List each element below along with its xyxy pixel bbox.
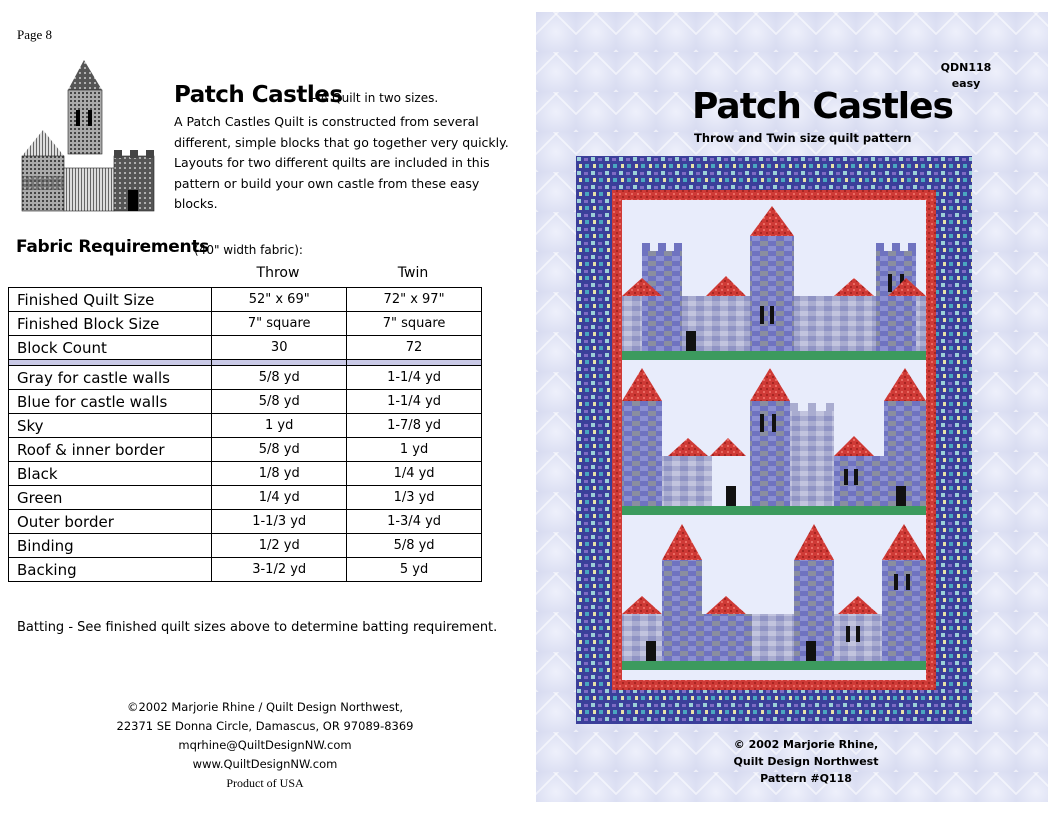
throw-amount-cell: 1 yd bbox=[212, 414, 347, 438]
table-row bbox=[9, 510, 482, 534]
cover-copyright: © 2002 Marjorie Rhine, bbox=[733, 738, 879, 751]
twin-amount-cell: 1 yd bbox=[347, 438, 482, 462]
intro-description: A Patch Castles Quilt is constructed from several different, simple blocks that go together very quickly. Layouts for two different quilts are included in this pattern or build your own castle from these easy blocks. bbox=[174, 114, 509, 211]
table-row bbox=[9, 366, 482, 390]
throw-amount-cell: 1-1/3 yd bbox=[212, 510, 347, 534]
table-row bbox=[9, 558, 482, 582]
fabric-name-cell: Binding bbox=[9, 534, 212, 558]
fabric-name-cell: Finished Block Size bbox=[9, 312, 212, 336]
fabric-requirements-table bbox=[8, 287, 482, 582]
table-row bbox=[9, 486, 482, 510]
throw-amount-cell: 1/8 yd bbox=[212, 462, 347, 486]
intro-title: Patch Castles bbox=[174, 82, 343, 108]
fabric-name-cell: Sky bbox=[9, 414, 212, 438]
pattern-cover bbox=[536, 12, 1048, 802]
fabric-name-cell: Backing bbox=[9, 558, 212, 582]
throw-amount-cell: 7" square bbox=[212, 312, 347, 336]
throw-amount-cell: 3-1/2 yd bbox=[212, 558, 347, 582]
twin-amount-cell: 5/8 yd bbox=[347, 534, 482, 558]
table-row bbox=[9, 288, 482, 312]
footer-copyright: ©2002 Marjorie Rhine / Quilt Design Northwest, bbox=[126, 700, 404, 714]
fabric-name-cell: Black bbox=[9, 462, 212, 486]
castle-row-3 bbox=[622, 516, 926, 680]
twin-amount-cell: 1-1/4 yd bbox=[347, 366, 482, 390]
throw-amount-cell: 5/8 yd bbox=[212, 390, 347, 414]
table-row bbox=[9, 438, 482, 462]
table-row bbox=[9, 390, 482, 414]
twin-amount-cell: 5 yd bbox=[347, 558, 482, 582]
throw-amount-cell: 30 bbox=[212, 336, 347, 360]
twin-amount-cell: 1-7/8 yd bbox=[347, 414, 482, 438]
castle-icon bbox=[18, 56, 158, 216]
column-header-twin: Twin bbox=[397, 265, 429, 281]
twin-amount-cell: 1-1/4 yd bbox=[347, 390, 482, 414]
twin-amount-cell: 1/4 yd bbox=[347, 462, 482, 486]
cover-pattern-number: Pattern #Q118 bbox=[760, 772, 852, 785]
throw-amount-cell: 1/4 yd bbox=[212, 486, 347, 510]
castle-row-2 bbox=[622, 361, 926, 515]
twin-amount-cell: 72 bbox=[347, 336, 482, 360]
difficulty-level: easy bbox=[951, 77, 981, 90]
fabric-name-cell: Blue for castle walls bbox=[9, 390, 212, 414]
throw-amount-cell: 5/8 yd bbox=[212, 438, 347, 462]
table-row bbox=[9, 336, 482, 360]
table-row bbox=[9, 414, 482, 438]
footer bbox=[100, 698, 430, 793]
fabric-name-cell: Outer border bbox=[9, 510, 212, 534]
fabric-heading: Fabric Requirements bbox=[16, 237, 209, 257]
twin-amount-cell: 72" x 97" bbox=[347, 288, 482, 312]
quilt-illustration bbox=[576, 156, 972, 724]
pattern-code: QDN118 bbox=[940, 61, 992, 74]
twin-amount-cell: 7" square bbox=[347, 312, 482, 336]
throw-amount-cell: 5/8 yd bbox=[212, 366, 347, 390]
footer-address: 22371 SE Donna Circle, Damascus, OR 97089-8369 bbox=[116, 719, 414, 733]
footer-email: mqrhine@QuiltDesignNW.com bbox=[178, 738, 352, 752]
table-row bbox=[9, 312, 482, 336]
throw-amount-cell: 1/2 yd bbox=[212, 534, 347, 558]
fabric-name-cell: Finished Quilt Size bbox=[9, 288, 212, 312]
footer-website: www.QuiltDesignNW.com bbox=[192, 757, 338, 771]
cover-credit bbox=[706, 736, 906, 787]
fabric-name-cell: Green bbox=[9, 486, 212, 510]
column-header-throw: Throw bbox=[256, 265, 300, 281]
fabric-note: (40" width fabric): bbox=[194, 243, 303, 257]
fabric-name-cell: Roof & inner border bbox=[9, 438, 212, 462]
footer-product: Product of USA bbox=[226, 776, 304, 790]
throw-amount-cell: 52" x 69" bbox=[212, 288, 347, 312]
page-number: Page 8 bbox=[17, 27, 53, 42]
cover-title: Patch Castles bbox=[692, 86, 953, 127]
batting-note: Batting - See finished quilt sizes above to determine batting requirement. bbox=[17, 620, 498, 635]
intro-subtitle: - A Quilt in two sizes. bbox=[312, 91, 439, 105]
twin-amount-cell: 1/3 yd bbox=[347, 486, 482, 510]
table-row bbox=[9, 462, 482, 486]
fabric-name-cell: Gray for castle walls bbox=[9, 366, 212, 390]
cover-subtitle: Throw and Twin size quilt pattern bbox=[694, 131, 912, 145]
table-row bbox=[9, 534, 482, 558]
twin-amount-cell: 1-3/4 yd bbox=[347, 510, 482, 534]
fabric-name-cell: Block Count bbox=[9, 336, 212, 360]
cover-company: Quilt Design Northwest bbox=[733, 755, 879, 768]
